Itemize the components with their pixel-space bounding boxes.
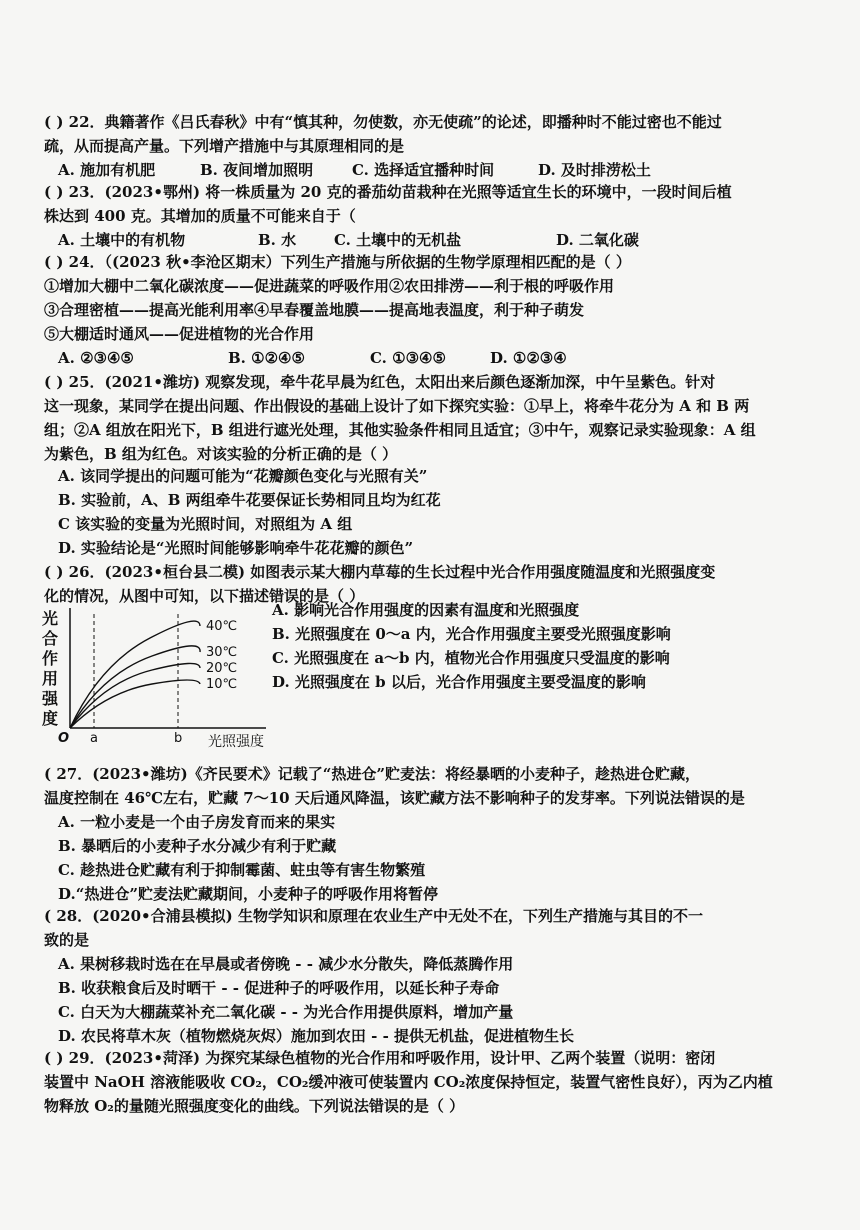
origin-label: O — [58, 731, 70, 746]
q22-line-2: 疏，从而提高产量。下列增产措施中与其原理相同的是 — [44, 137, 405, 155]
tick-label-b: b — [174, 731, 183, 746]
q28-option-a: A. 果树移栽时选在在早晨或者傍晚 - - 减少水分散失，降低蒸腾作用 — [58, 955, 514, 973]
y-label-char: 用 — [42, 669, 59, 688]
q25-line-3: 组；②A 组放在阳光下，B 组进行遮光处理，其他实验条件相同且适宜；③中午，观察记录实验现象：A 组 — [44, 421, 756, 439]
q24-option-d: D. ①②③④ — [490, 349, 567, 367]
q22-option-d: D. 及时排涝松土 — [538, 161, 651, 179]
q25-line-4: 为紫色，B 组为红色。对该实验的分析正确的是（ ） — [44, 445, 398, 463]
x-axis-label: 光照强度 — [208, 734, 264, 750]
q29-line-1: ( ) 29．(2023•菏泽) 为探究某绿色植物的光合作用和呼吸作用，设计甲、乙两个装置（说明：密闭 — [44, 1049, 716, 1067]
q22-option-a: A. 施加有机肥 — [58, 161, 156, 179]
q23-line-2: 株达到 400 克。其增加的质量不可能来自于（ — [44, 207, 356, 225]
q25-option-d: D. 实验结论是“光照时间能够影响牵牛花花瓣的颜色” — [58, 539, 414, 557]
y-label-char: 强 — [42, 689, 59, 708]
q25-option-b: B. 实验前，A、B 两组牵牛花要保证长势相同且均为红花 — [58, 491, 441, 509]
q23-option-b: B. 水 — [258, 231, 297, 249]
q27-option-c: C. 趁热进仓贮藏有利于抑制霉菌、蛀虫等有害生物繁殖 — [58, 861, 426, 879]
q26-option-d: D. 光照强度在 b 以后，光合作用强度主要受温度的影响 — [272, 673, 646, 691]
series-label-20c: 20℃ — [206, 661, 238, 676]
q28-line-1: ( 28．(2020•合浦县模拟) 生物学知识和原理在农业生产中无处不在，下列生产措施与其目的不一 — [44, 907, 703, 925]
q22-option-b: B. 夜间增加照明 — [200, 161, 314, 179]
y-label-char: 光 — [42, 609, 59, 628]
q24-line-3: ③合理密植——提高光能利用率④早春覆盖地膜——提高地表温度，利于种子萌发 — [44, 301, 585, 319]
q22-option-c: C. 选择适宜播种时间 — [352, 161, 495, 179]
q26-graph — [40, 604, 270, 750]
q23-option-d: D. 二氧化碳 — [556, 231, 639, 249]
q25-line-2: 这一现象，某同学在提出问题、作出假设的基础上设计了如下探究实验：①早上，将牵牛花分为 A 和 B 两 — [44, 397, 750, 415]
q24-option-c: C. ①③④⑤ — [370, 349, 446, 367]
q29-line-2: 装置中 NaOH 溶液能吸收 CO₂，CO₂缓冲液可使装置内 CO₂浓度保持恒定，装置气密性良好），丙为乙内植 — [44, 1073, 773, 1091]
q23-line-1: ( ) 23．(2023•鄂州) 将一株质量为 20 克的番茄幼苗栽种在光照等适宜生长的环境中，一段时间后植 — [44, 183, 732, 201]
curve-10c — [70, 680, 200, 728]
q28-line-2: 致的是 — [44, 931, 90, 949]
q23-option-a: A. 土壤中的有机物 — [58, 231, 186, 249]
q24-line-4: ⑤大棚适时通风——促进植物的光合作用 — [44, 325, 315, 343]
y-label-char: 作 — [42, 649, 59, 668]
q26-line-1: ( ) 26．(2023•桓台县二模) 如图表示某大棚内草莓的生长过程中光合作用强度随温度和光照强度变 — [44, 563, 716, 581]
q28-option-c: C. 白天为大棚蔬菜补充二氧化碳 - - 为光合作用提供原料，增加产量 — [58, 1003, 514, 1021]
q24-option-a: A. ②③④⑤ — [58, 349, 134, 367]
graph-y-label — [41, 609, 59, 728]
series-label-40c: 40℃ — [206, 619, 238, 634]
q27-line-2: 温度控制在 46℃左右，贮藏 7～10 天后通风降温，该贮藏方法不影响种子的发芽率。下列说法错误的是 — [44, 789, 745, 807]
q28-option-d: D. 农民将草木灰（植物燃烧灰烬）施加到农田 - - 提供无机盐，促进植物生长 — [58, 1027, 575, 1045]
series-label-30c: 30℃ — [206, 645, 238, 660]
q24-option-b: B. ①②④⑤ — [228, 349, 305, 367]
q24-line-2: ①增加大棚中二氧化碳浓度——促进蔬菜的呼吸作用②农田排涝——利于根的呼吸作用 — [44, 277, 615, 295]
q24-line-1: ( ) 24．（(2023 秋•李沧区期末）下列生产措施与所依据的生物学原理相匹配的是（ ） — [44, 253, 631, 271]
q27-line-1: ( 27．(2023•潍坊)《齐民要术》记载了“热进仓”贮麦法：将经暴晒的小麦种子，趁热进仓贮藏， — [44, 765, 700, 783]
y-label-char: 合 — [42, 629, 59, 648]
q23-option-c: C. 土壤中的无机盐 — [334, 231, 462, 249]
q26-option-b: B. 光照强度在 0～a 内，光合作用强度主要受光照强度影响 — [272, 625, 671, 643]
y-label-char: 度 — [42, 709, 59, 728]
q22-line-1: ( ) 22．典籍著作《吕氏春秋》中有“慎其种，勿使数，亦无使疏”的论述，即播种时不能过密也不能过 — [44, 113, 722, 131]
q28-option-b: B. 收获粮食后及时晒干 - - 促进种子的呼吸作用，以延长种子寿命 — [58, 979, 500, 997]
q26-line-2: 化的情况，从图中可知，以下描述错误的是（ ） — [44, 587, 365, 605]
q27-option-b: B. 暴晒后的小麦种子水分减少有利于贮藏 — [58, 837, 337, 855]
series-label-10c: 10℃ — [206, 677, 238, 692]
curve-20c — [70, 663, 200, 728]
curve-30c — [70, 646, 200, 728]
q29-line-3: 物释放 O₂的量随光照强度变化的曲线。下列说法错误的是（ ） — [44, 1097, 465, 1115]
q25-option-c: C 该实验的变量为光照时间，对照组为 A 组 — [58, 515, 353, 533]
tick-label-a: a — [90, 731, 98, 746]
q27-option-a: A. 一粒小麦是一个由子房发育而来的果实 — [58, 813, 336, 831]
q25-line-1: ( ) 25．(2021•潍坊) 观察发现，牵牛花早晨为红色，太阳出来后颜色逐渐加深，中午呈紫色。针对 — [44, 373, 716, 391]
q26-option-a: A. 影响光合作用强度的因素有温度和光照强度 — [272, 601, 580, 619]
q25-option-a: A. 该同学提出的问题可能为“花瓣颜色变化与光照有关” — [58, 467, 428, 485]
q27-option-d: D.“热进仓”贮麦法贮藏期间，小麦种子的呼吸作用将暂停 — [58, 885, 438, 903]
q26-option-c: C. 光照强度在 a～b 内，植物光合作用强度只受温度的影响 — [272, 649, 670, 667]
